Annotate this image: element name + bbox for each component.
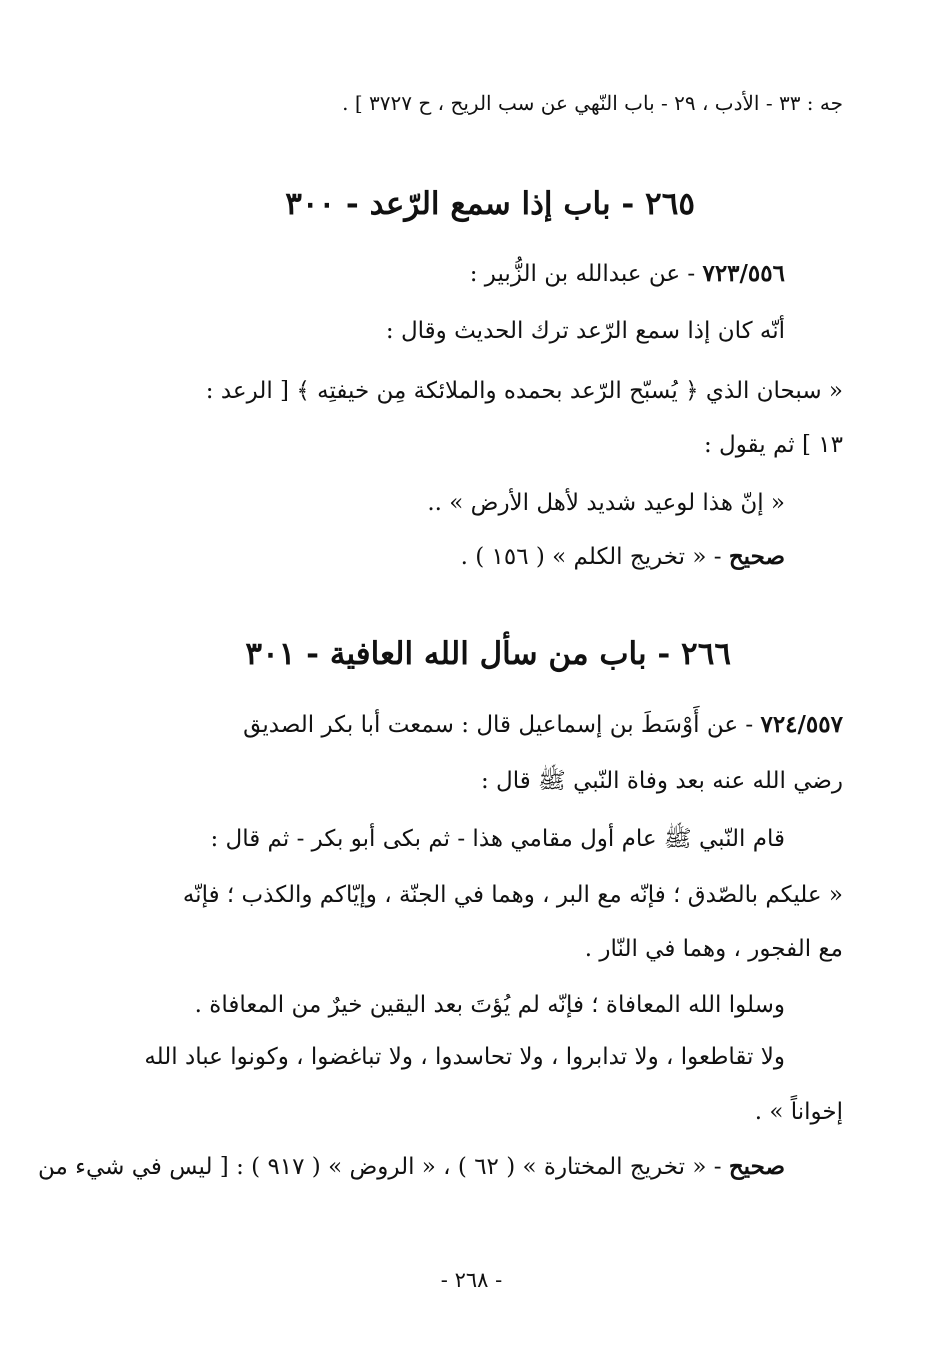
hadith-text-line: « عليكم بالصّدق ؛ فإنّه مع البر ، وهما في الجنّة ، وإيّاكم والكذب ؛ فإنّه [182, 882, 843, 908]
page-number: - ٢٦٨ - [440, 1268, 503, 1292]
hadith-number: ٧٢٣/٥٥٦ [702, 260, 785, 287]
grade-detail: - « تخريج المختارة » ( ٦٢ ) ، « الروض » ( ٩١٧ ) : [ ليس في شيء من [38, 1154, 722, 1180]
section-heading-265: ٢٦٥ - باب إذا سمع الرّعد - ٣٠٠ [285, 186, 695, 222]
narrator-text: - عن عبدالله بن الزُّبير : [469, 261, 696, 287]
hadith-text-line: إخواناً » . [754, 1099, 843, 1125]
hadith-text-line: « سبحان الذي ﴿ يُسبّح الرّعد بحمده والملائكة مِن خيفتِه ﴾ [ الرعد : [205, 378, 843, 404]
hadith-text-line: ولا تقاطعوا ، ولا تدابروا ، ولا تحاسدوا ، ولا تباغضوا ، وكونوا عباد الله [144, 1044, 785, 1070]
hadith-number: ٧٢٤/٥٥٧ [760, 711, 843, 738]
grade-line-723 [461, 540, 785, 574]
hadith-text-line: « إنّ هذا لوعيد شديد لأهل الأرض » .. [427, 490, 785, 516]
hadith-text-line: قام النّبي ﷺ عام أول مقامي هذا - ثم بكى أبو بكر - ثم قال : [210, 826, 785, 852]
section-heading-266: ٢٦٦ - باب من سأل الله العافية - ٣٠١ [245, 636, 731, 672]
hadith-text-line: مع الفجور ، وهما في النّار . [584, 936, 843, 962]
hadith-text-line: رضي الله عنه بعد وفاة النّبي ﷺ قال : [480, 768, 843, 794]
grade-detail: - « تخريج الكلم » ( ١٥٦ ) . [460, 544, 722, 570]
hadith-text-line: أنّه كان إذا سمع الرّعد ترك الحديث وقال : [385, 318, 785, 344]
header-reference: جه : ٣٣ - الأدب ، ٢٩ - باب النّهي عن سب الريح ، ح ٣٧٢٧ ] . [342, 91, 843, 115]
hadith-intro-723 [470, 257, 785, 291]
narrator-text: - عن أَوْسَطَ بن إسماعيل قال : سمعت أبا بكر الصديق [243, 712, 754, 738]
hadith-intro-724 [243, 708, 843, 742]
grade-label: صحيح [728, 1153, 785, 1180]
hadith-text-line: ١٣ ] ثم يقول : [703, 432, 843, 458]
grade-line-724 [38, 1150, 785, 1184]
hadith-text-line: وسلوا الله المعافاة ؛ فإنّه لم يُؤتَ بعد اليقين خيرٌ من المعافاة . [194, 992, 785, 1018]
grade-label: صحيح [728, 543, 785, 570]
